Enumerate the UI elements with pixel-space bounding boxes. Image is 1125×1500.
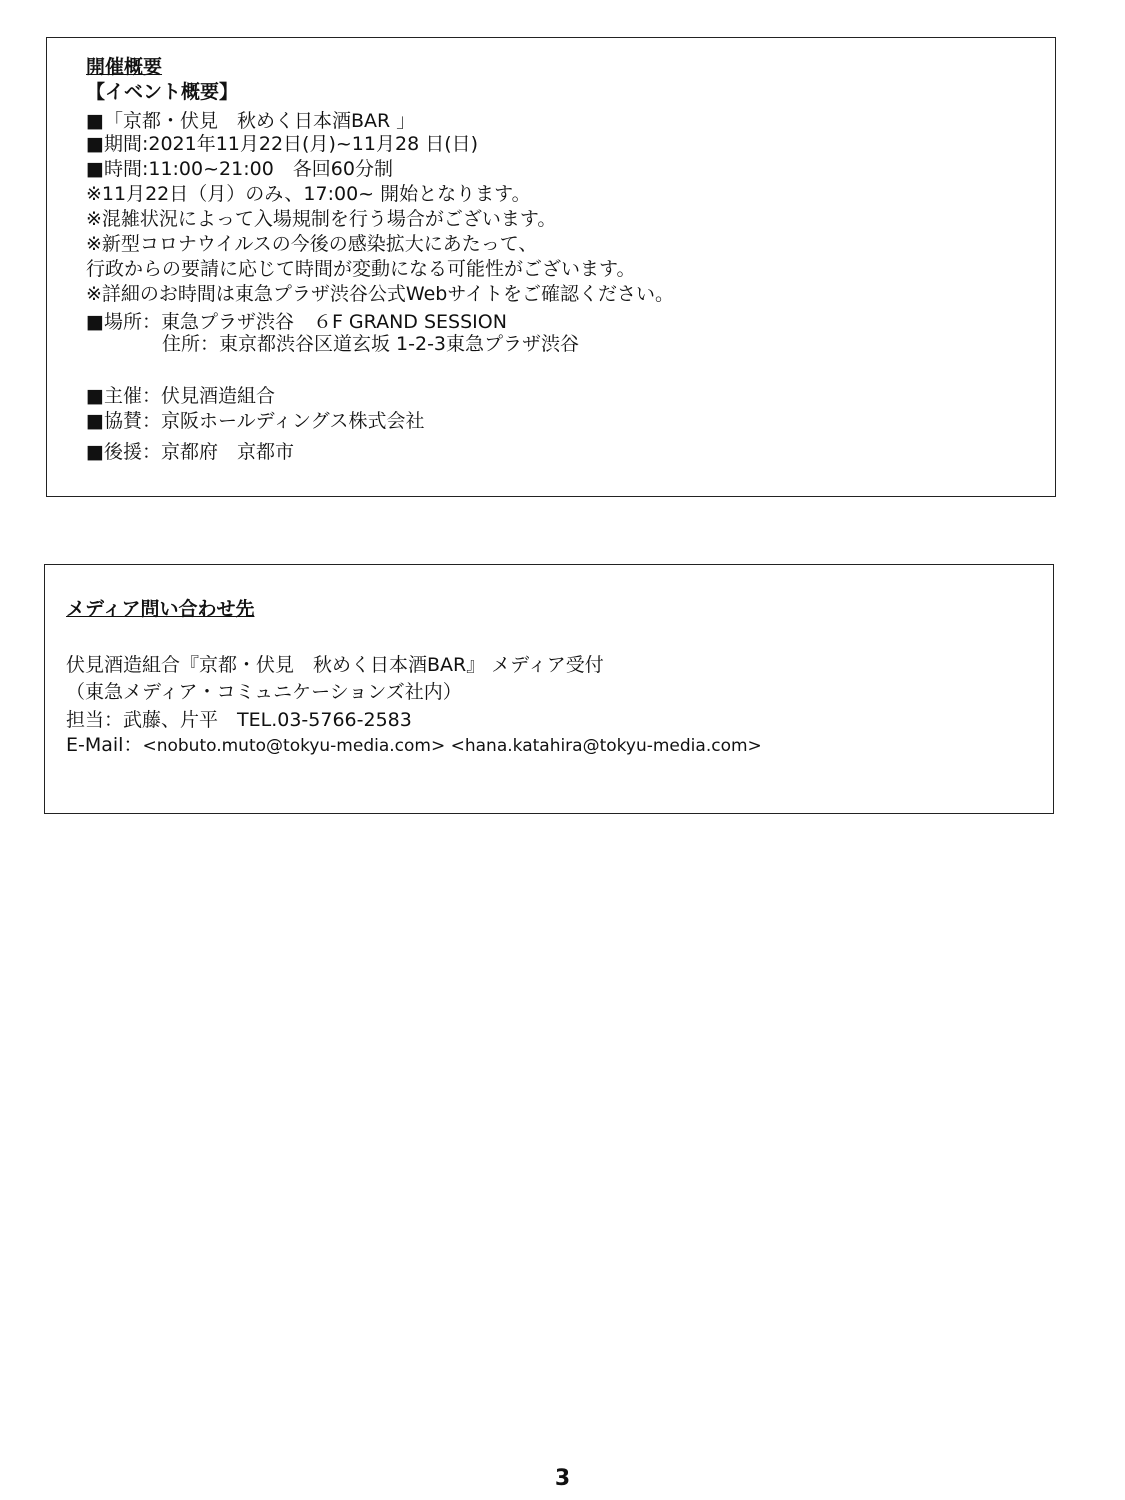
event-note-3: ※新型コロナウイルスの今後の感染拡大にあたって、 <box>86 233 538 255</box>
email-label: E-Mail： <box>66 734 143 756</box>
email-addresses: <nobuto.muto@tokyu-media.com> <hana.katahira@tokyu-media.com> <box>142 736 762 756</box>
page-number: 3 <box>554 1466 571 1491</box>
event-organizer: ■主催：伏見酒造組合 <box>86 385 275 407</box>
event-note-2: ※混雑状況によって入場規制を行う場合がございます。 <box>86 208 557 230</box>
event-note-1: ※11月22日（月）のみ、17:00~ 開始となります。 <box>86 183 531 205</box>
media-contact-line-1: 伏見酒造組合『京都・伏見 秋めく日本酒BAR』 メディア受付 <box>66 654 604 676</box>
event-support: ■後援：京都府 京都市 <box>86 441 294 463</box>
media-contact-heading: メディア問い合わせ先 <box>66 598 255 620</box>
event-sponsor: ■協賛：京阪ホールディングス株式会社 <box>86 410 425 432</box>
media-contact-line-3: 担当：武藤、片平 TEL.03-5766-2583 <box>66 709 412 731</box>
media-contact-email <box>66 733 762 759</box>
event-overview-subheading: 【イベント概要】 <box>86 81 239 103</box>
event-overview-heading: 開催概要 <box>86 56 163 78</box>
event-period: ■期間:2021年11月22日(月)~11月28 日(日) <box>86 133 479 155</box>
event-venue: ■場所：東急プラザ渋谷 ６F GRAND SESSION <box>86 311 507 333</box>
event-name: ■「京都・伏見 秋めく日本酒BAR 」 <box>86 110 416 132</box>
media-contact-line-2: （東急メディア・コミュニケーションズ社内） <box>66 681 462 703</box>
event-note-4: ※詳細のお時間は東急プラザ渋谷公式Webサイトをご確認ください。 <box>86 283 675 305</box>
event-address: 住所：東京都渋谷区道玄坂 1-2-3東急プラザ渋谷 <box>162 333 580 355</box>
event-time: ■時間:11:00~21:00 各回60分制 <box>86 158 393 180</box>
event-note-3-continued: 行政からの要請に応じて時間が変動になる可能性がございます。 <box>86 258 636 280</box>
